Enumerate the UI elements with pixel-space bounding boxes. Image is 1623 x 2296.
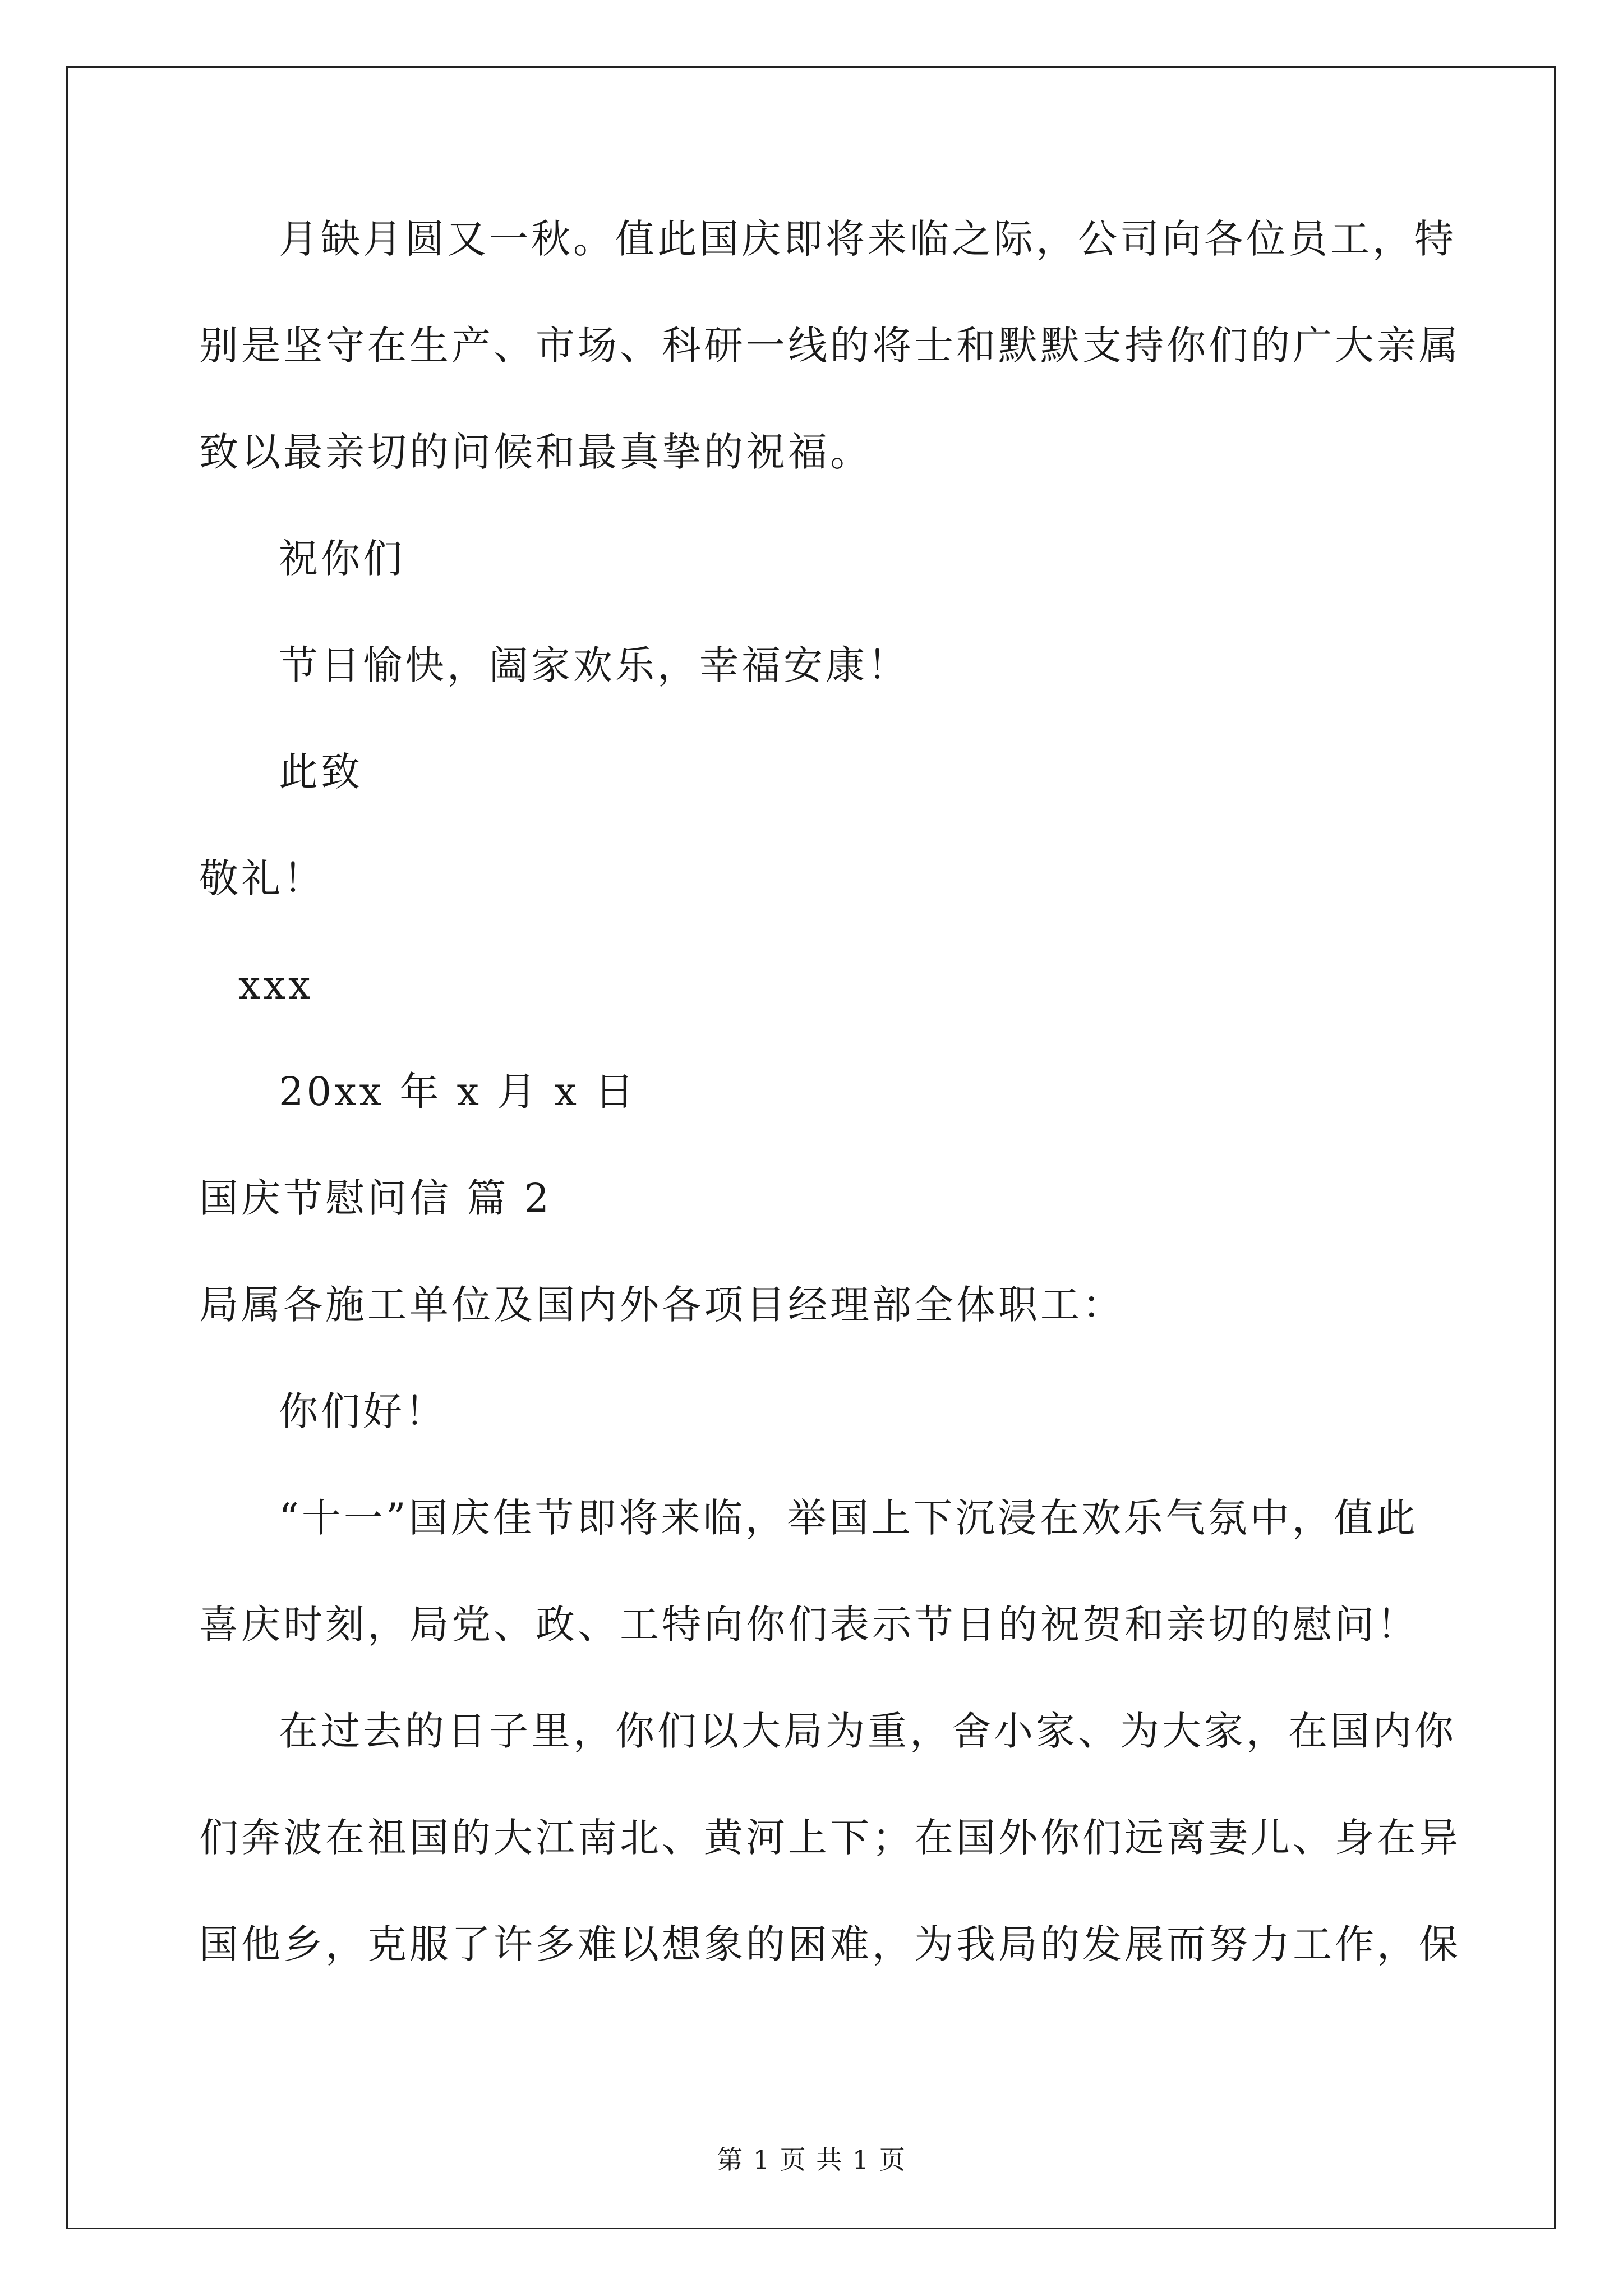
paragraph-line: 们奔波在祖国的大江南北、黄河上下；在国外你们远离妻儿、身在异 [199,1815,1461,1861]
paragraph-line: 别是坚守在生产、市场、科研一线的将士和默默支持你们的广大亲属 [199,323,1461,369]
signature: xxx [238,962,313,1008]
paragraph-line: 国他乡，克服了许多难以想象的困难，为我局的发展而努力工作，保 [199,1921,1461,1967]
greeting-line: 你们好！ [279,1388,447,1434]
paragraph-line: “十一”国庆佳节即将来临，举国上下沉浸在欢乐气氛中，值此 [279,1495,1418,1541]
page-number-footer: 第 1 页 共 1 页 [717,2145,906,2175]
salutation-line: 祝你们 [279,536,405,582]
closing-line: 此致 [279,749,363,795]
paragraph-line: 致以最亲切的问候和最真挚的祝福。 [199,429,872,475]
date-line: 20xx 年 x 月 x 日 [279,1069,637,1115]
paragraph-line: 喜庆时刻，局党、政、工特向你们表示节日的祝贺和亲切的慰问！ [199,1602,1419,1648]
recipient-line: 局属各施工单位及国内外各项目经理部全体职工： [199,1282,1124,1328]
wish-line: 节日愉快，阖家欢乐，幸福安康！ [279,642,910,688]
page-border [66,66,1556,2229]
paragraph-line: 在过去的日子里，你们以大局为重，舍小家、为大家，在国内你 [279,1708,1456,1754]
closing-regards: 敬礼！ [199,855,325,901]
paragraph-line: 月缺月圆又一秋。值此国庆即将来临之际，公司向各位员工，特 [279,216,1456,262]
section-heading: 国庆节慰问信 篇 2 [199,1175,552,1221]
